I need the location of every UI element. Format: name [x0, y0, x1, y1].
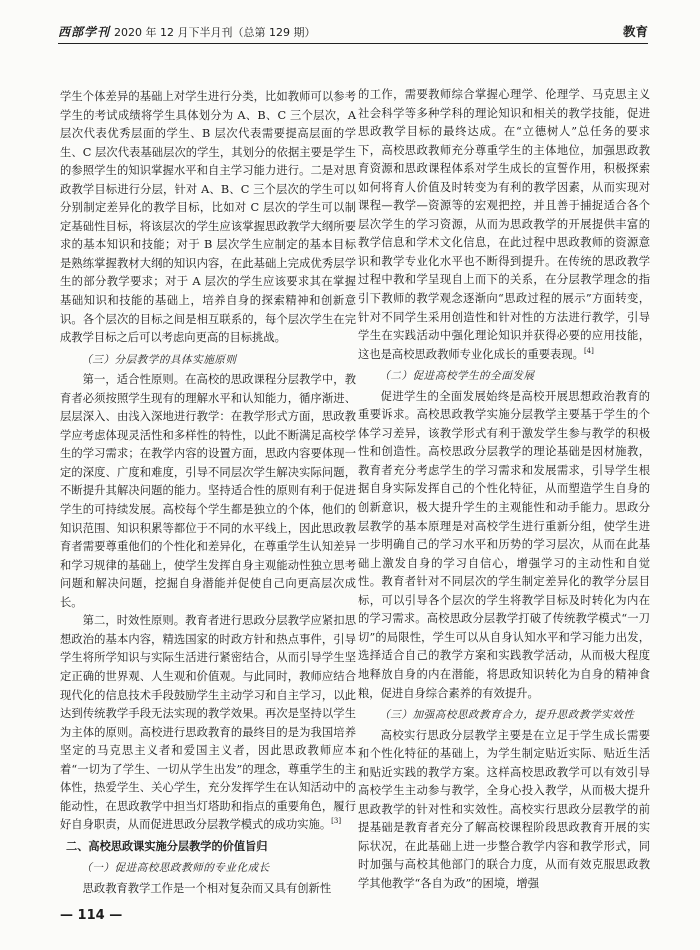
right-paragraph-2: 促进学生的全面发展始终是高校开展思想政治教育的重要诉求。高校思政教学实施分层教学主要基于学生的个体学习差异，该教学形式有利于激发学生参与教学的积极性和创造性。高校思政分层教学的理论基础是因材施教，教育者充分考虑学生的学习需求和发展需求，引导学生根据自身实际发挥自己的个性化特征，从而塑造学生自身的创新意识，极大提升学生的主观能性和动手能力。思政分层教学的基本原理是对高校学生进行重新分组，使学生进一步明确自己的学习水平和历势的学习层次，从而在此基础上激发自身的学习自信心，增强学习的主动性和自觉性。教育者针对不同层次的学生制定差异化的教学分层目标，可以引导各个层次的学生将教学目标及时转化为内在的学习需求。高校思政分层教学打破了传统教学模式“一刀切”的局限性，学生可以从自身认知水平和学习能力出发，选择适合自己的教学方案和实践教学活动，从而极大程度地释放自身的内在潜能，将思政知识转化为自身的精神食粮，促进自身综合素养的有效提升。: [358, 389, 650, 700]
subheading-student-development: （二）促进高校学生的全面发展: [379, 370, 535, 383]
left-paragraph-4: 思政教育教学工作是一个相对复杂而又具有创新性: [82, 881, 332, 895]
subheading-implementation-principles: （三）分层教学的具体实施原则: [81, 353, 237, 366]
issue-info: 2020 年 12 月下半月刊（总第 129 期）: [114, 26, 316, 39]
journal-name: 西部学刊: [58, 25, 111, 39]
left-paragraph-2: 第一，适合性原则。在高校的思政课程分层教学中，教育者必须按照学生现有的理解水平和认知能力，循序渐进、层层深入、由浅入深地进行教学：在教学形式方面，思政教学应考虑体现灵活性和多样性的特性，以此不断满足高校学生的学习需求；在教学内容的设置方面，思政内容要体现一定的深度、广度和难度，引导不同层次学生解决实际问题，不断提升其解决问题的能力。坚持适合性的原则有利于促进学生的可持续发展。高校每个学生都是独立的个体，他们的知识范围、知识积累等都位于不同的水平线上，因此思政教育者需要尊重他们的个性化和差异化，在尊重学生认知差异和学习规律的基础上，使学生发挥自身主观能动性独立思考问题和解决问题，挖掘自身潜能并促使自己向更高层次成长。: [60, 373, 356, 609]
left-column: [60, 88, 356, 899]
right-paragraph-1-text: 的工作，需要教师综合掌握心理学、伦理学、马克思主义社会科学等多种学科的理论知识和相关的教学技能，促进思政教学目标的最终达成。在“立德树人”总任务的要求下，高校思政教师充分尊重学生的主体地位，加强思政教育资源和思政课程体系对学生成长的宣誓作用，积极探索如何将育人价值及时转变为有利的教学因素，从而实现对课程—教学—资源等的宏观把控，并且善于捕捉适合各个层次学生的学习资源，从而为思政教学的开展提供丰富的教学信息和学术文化信息，在此过程中思政教师的资源意识和教学专业化水平也不断得到提升。在传统的思政教学过程中教和学呈现自上而下的关系，在分层教学理念的指引下教师的教学观念逐渐向“思政过程的展示”方面转变，针对不同学生采用创造性和针对性的方法进行教学，引导学生在实践活动中强化理论知识并获得必要的应用技能，这也是高校思政教师专业化成长的重要表现。: [358, 88, 650, 361]
citation-mark: [3]: [331, 817, 342, 826]
left-paragraph-3-text: 第二，时效性原则。教育者进行思政分层教学应紧扣思想政治的基本内容，精选国家的时政方针和热点事件，引导学生将所学知识与实际生活进行紧密结合，从而引导学生坚定正确的世界观、人生观和价值观。与此同时，教师应结合现代化的信息技术手段鼓励学生主动学习和自主学习，以此达到传统教学手段无法实现的教学效果。再次是坚持以学生为主体的原则。高校进行思政教育的最终目的是为我国培养坚定的马克思主义者和爱国主义者，因此思政教师应本着“一切为了学生、一切从学生出发”的理念，尊重学生的主体性，热爱学生、关心学生，充分发挥学生在认知活动中的能动性，在思政教学中担当灯塔助和指点的重要角色，履行好自身职责，从而促进思政分层教学模式的成功实施。: [60, 614, 356, 832]
section-heading-2: 二、高校思政课实施分层教学的价值旨归: [66, 839, 268, 853]
left-paragraph-3: [60, 612, 356, 835]
citation-mark: [4]: [583, 346, 594, 355]
right-column: [358, 86, 650, 894]
page-number: — 114 —: [60, 908, 123, 923]
header-left: [58, 23, 316, 40]
subheading-education-synergy: （三）加强高校思政教育合力，提升思政教学实效性: [379, 709, 635, 722]
right-paragraph-3: 高校实行思政分层教学主要是在立足于学生成长需要和个性化特征的基础上，为学生制定贴近实际、贴近生活和贴近实践的教学方案。这样高校思政教学可以有效引导高校学生主动参与教学，全身心投入教学，从而极大提升思政教学的针对性和实效性。高校实行思政分层教学的前提基础是教育者充分了解高校课程阶段思政教育开展的实际状况，在此基础上进一步整合教学内容和教学形式，同时加强与高校其他部门的联合力度，从而有效克服思政教学其他教学“各自为政”的困境，增强: [358, 728, 650, 890]
left-paragraph-1: 学生个体差异的基础上对学生进行分类，比如教师可以参考学生的考试成绩将学生具体划分为 A、B、C 三个层次，A 层次代表优秀层面的学生、B 层次代表需要提高层面的学生、C 层次代表基础层次的学生，其划分的依据主要是学生的参照学生的知识掌握水平和自主学习能力进行。二是对思政教学目标进行分层，针对 A、B、C 三个层次的学生可以分别制定差异化的教学目标，比如对 C 层次的学生可以制定基础性目标，将该层次的学生应该掌握思政教学大纲所要求的基本知识和技能；对于 B 层次学生应制定的基本目标是熟练掌握教材大纲的知识内容，在此基础上完成优秀层学生的部分教学要求；对于 A 层次的学生应该要求其在掌握基础知识和技能的基础上，培养自身的探索精神和创新意识。各个层次的目标之间是相互联系的，每个层次学生在完成教学目标之后可以考虑向更高的目标挑战。: [60, 90, 356, 345]
page-header: [58, 12, 648, 44]
subheading-teacher-growth: （一）促进高校思政教师的专业化成长: [81, 862, 270, 875]
right-paragraph-1: [358, 86, 650, 364]
section-name: 教育: [622, 24, 648, 39]
